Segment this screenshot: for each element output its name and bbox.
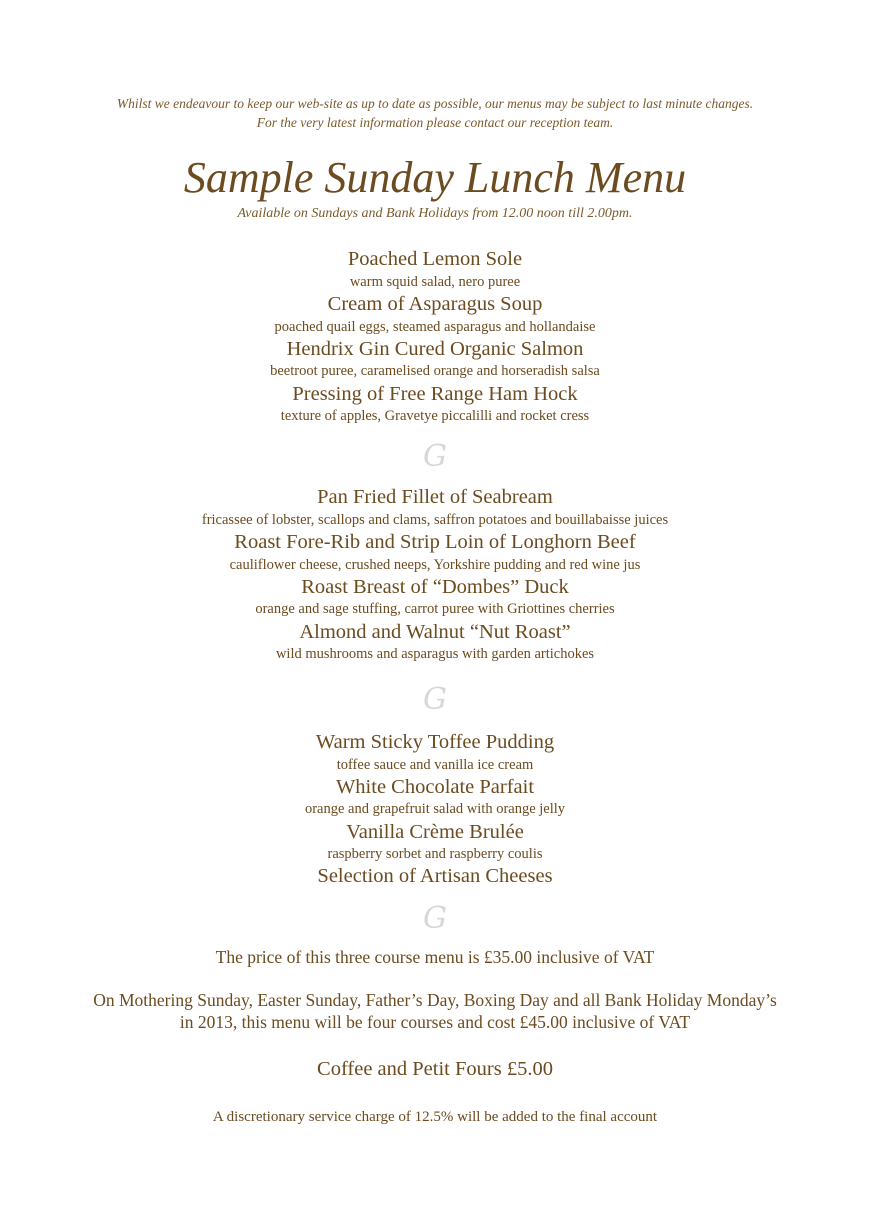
dessert-description: raspberry sorbet and raspberry coulis: [327, 846, 543, 862]
starter-description: warm squid salad, nero puree: [349, 274, 521, 290]
dessert-name: White Chocolate Parfait: [335, 776, 535, 798]
website-notice-line-1: Whilst we endeavour to keep our web-site as up to date as possible, our menus may be subject to last minute changes.: [116, 96, 754, 111]
dessert-name: Warm Sticky Toffee Pudding: [315, 731, 555, 753]
dessert-description: toffee sauce and vanilla ice cream: [336, 757, 534, 773]
menu-title: Sample Sunday Lunch Menu: [183, 153, 687, 202]
starter-description: texture of apples, Gravetye piccalilli and rocket cress: [280, 408, 590, 424]
service-charge-note: A discretionary service charge of 12.5% will be added to the final account: [212, 1109, 658, 1125]
starter-description: beetroot puree, caramelised orange and horseradish salsa: [270, 363, 600, 379]
main-course-description: fricassee of lobster, scallops and clams, saffron potatoes and bouillabaisse juices: [201, 512, 669, 528]
section-divider-monogram: G: [423, 901, 447, 936]
main-course-name: Roast Breast of “Dombes” Duck: [301, 576, 569, 598]
starter-name: Pressing of Free Range Ham Hock: [292, 383, 578, 405]
dessert-name: Vanilla Crème Brulée: [346, 821, 524, 843]
section-divider-monogram: G: [423, 439, 447, 474]
website-notice-line-2: For the very latest information please contact our reception team.: [256, 115, 614, 130]
starter-name: Cream of Asparagus Soup: [327, 293, 543, 315]
dessert-name: Selection of Artisan Cheeses: [317, 865, 553, 887]
main-course-name: Roast Fore-Rib and Strip Loin of Longhorn Beef: [234, 531, 636, 553]
section-divider-monogram: G: [423, 682, 447, 717]
starter-name: Hendrix Gin Cured Organic Salmon: [286, 338, 584, 360]
main-course-description: cauliflower cheese, crushed neeps, Yorkshire pudding and red wine jus: [229, 557, 641, 573]
starter-description: poached quail eggs, steamed asparagus and hollandaise: [274, 319, 596, 335]
main-course-description: wild mushrooms and asparagus with garden artichokes: [275, 646, 595, 662]
three-course-price: The price of this three course menu is £35.00 inclusive of VAT: [215, 947, 655, 967]
coffee-price: Coffee and Petit Fours £5.00: [317, 1058, 553, 1080]
main-course-name: Pan Fried Fillet of Seabream: [317, 486, 553, 508]
dessert-description: orange and grapefruit salad with orange jelly: [304, 801, 566, 817]
main-course-name: Almond and Walnut “Nut Roast”: [299, 621, 571, 643]
starter-name: Poached Lemon Sole: [347, 248, 523, 270]
special-days-note-line-1: On Mothering Sunday, Easter Sunday, Father’s Day, Boxing Day and all Bank Holiday Monday’s: [93, 990, 777, 1010]
special-days-note-line-2: in 2013, this menu will be four courses and cost £45.00 inclusive of VAT: [179, 1012, 691, 1032]
main-course-description: orange and sage stuffing, carrot puree with Griottines cherries: [255, 601, 615, 617]
menu-availability: Available on Sundays and Bank Holidays from 12.00 noon till 2.00pm.: [237, 206, 633, 221]
